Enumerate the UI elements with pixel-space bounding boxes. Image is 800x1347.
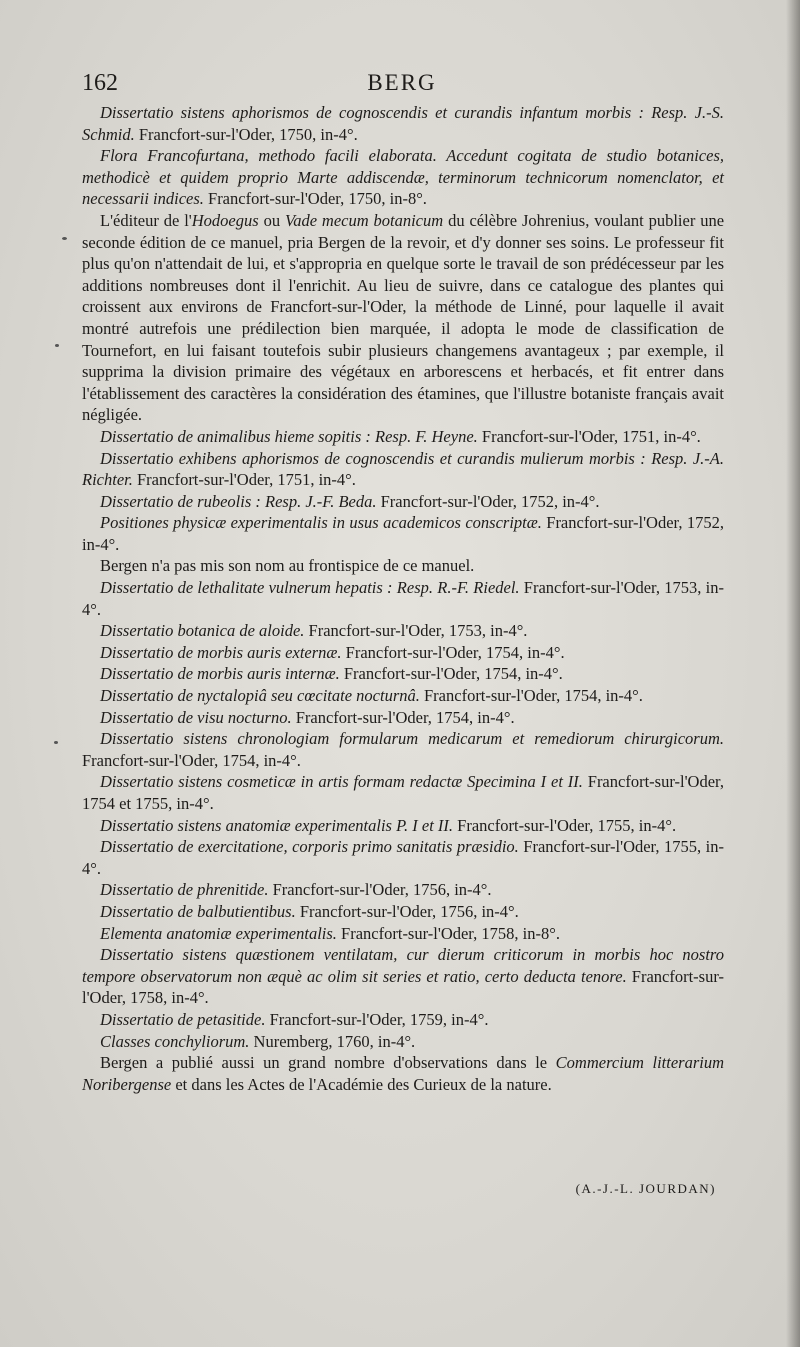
bibliography-entry: [82, 836, 724, 879]
entry-text: L'éditeur de l': [100, 210, 192, 230]
bibliography-entry: [82, 707, 724, 729]
entry-imprint: Francfort-sur-l'Oder, 1754 et 1755, in-4°.: [82, 772, 724, 813]
entry-title: Dissertatio de morbis auris externæ.: [100, 642, 342, 662]
bibliography-entry: [82, 923, 724, 945]
entry-imprint: Francfort-sur-l'Oder, 1753, in-4°.: [304, 621, 528, 641]
entry-imprint: Francfort-sur-l'Oder, 1754, in-4°.: [419, 686, 643, 706]
bibliography-entry: [82, 145, 724, 210]
entry-imprint: Francfort-sur-l'Oder, 1754, in-4°.: [339, 664, 563, 684]
entry-imprint: Francfort-sur-l'Oder, 1756, in-4°.: [295, 901, 519, 921]
entry-title: Dissertatio de phrenitide.: [100, 880, 269, 900]
bibliography-entry: [82, 620, 724, 642]
author-signature: (A.-J.-L. JOURDAN): [575, 1181, 716, 1196]
entry-title: Classes conchyliorum.: [100, 1031, 250, 1051]
entry-imprint: Nuremberg, 1760, in-4°.: [249, 1031, 416, 1051]
bibliography-entry: [82, 728, 724, 771]
bibliography-entry: [82, 1031, 724, 1053]
entry-imprint: Francfort-sur-l'Oder, 1756, in-4°.: [268, 880, 492, 900]
bibliography-entry: [82, 901, 724, 923]
bibliography-entry: [82, 555, 724, 577]
entry-title: Dissertatio sistens cosmeticæ in artis formam redactæ Specimina I et II.: [100, 772, 583, 792]
entry-title: Dissertatio sistens anatomiæ experimentalis P. I et II.: [100, 815, 454, 835]
entry-title: Dissertatio botanica de aloide.: [100, 621, 305, 641]
entry-title: Dissertatio sistens chronologiam formularum medicarum et remediorum chirurgicorum.: [100, 729, 724, 749]
bibliography-entry: [82, 512, 724, 555]
entry-imprint: Francfort-sur-l'Oder, 1758, in-8°.: [336, 923, 560, 943]
bibliography-text: [82, 102, 724, 1095]
entry-imprint: Francfort-sur-l'Oder, 1755, in-4°.: [453, 815, 677, 835]
entry-title: Commercium litterarium Noribergense: [82, 1053, 724, 1094]
bibliography-entry: [82, 102, 724, 145]
entry-imprint: Bergen n'a pas mis son nom au frontispice de ce manuel.: [100, 556, 475, 576]
bibliography-entry: [82, 663, 724, 685]
entry-imprint: Francfort-sur-l'Oder, 1752, in-4°.: [376, 491, 600, 511]
page-number: 162: [82, 70, 118, 96]
entry-imprint: et dans les Actes de l'Académie des Curieux de la nature.: [171, 1074, 552, 1094]
bibliography-entry: [82, 1052, 724, 1095]
entry-text: Bergen a publié aussi un grand nombre d'observations dans le: [100, 1053, 556, 1073]
entry-title: Dissertatio de visu nocturno.: [100, 707, 292, 727]
entry-imprint: Francfort-sur-l'Oder, 1754, in-4°.: [291, 707, 515, 727]
entry-title: Dissertatio sistens aphorismos de cognoscendis et curandis infantum morbis : Resp. J.-S. Schmid.: [82, 103, 724, 144]
bibliography-entry: [82, 685, 724, 707]
entry-title: Vade mecum botanicum: [284, 210, 444, 230]
bibliography-entry: [82, 815, 724, 837]
entry-imprint: Francfort-sur-l'Oder, 1751, in-4°.: [132, 470, 356, 490]
ink-speck: [55, 344, 59, 347]
entry-title: Dissertatio de lethalitate vulnerum hepatis : Resp. R.-F. Riedel.: [100, 578, 520, 598]
page-header: [82, 68, 722, 102]
entry-imprint: Francfort-sur-l'Oder, 1752, in-4°.: [82, 513, 724, 554]
entry-imprint: Francfort-sur-l'Oder, 1751, in-4°.: [477, 426, 701, 446]
page-edge-shadow: [786, 0, 800, 1347]
entry-title: Dissertatio exhibens aphorismos de cognoscendis et curandis mulierum morbis : Resp. J.-A. Richter.: [82, 448, 724, 490]
entry-title: Dissertatio sistens quæstionem ventilatam, cur dierum criticorum in morbis hoc nostro tempore observatorum non æquè ac olim sit series et ratio, certo deducta tenore.: [82, 945, 724, 986]
entry-imprint: Francfort-sur-l'Oder, 1754, in-4°.: [82, 750, 301, 770]
entry-imprint: Francfort-sur-l'Oder, 1755, in-4°.: [82, 837, 724, 878]
entry-imprint: Francfort-sur-l'Oder, 1750, in-4°.: [134, 124, 358, 144]
entry-imprint: Francfort-sur-l'Oder, 1754, in-4°.: [341, 642, 565, 662]
entry-title: Dissertatio de nyctalopiâ seu cœcitate nocturnâ.: [100, 686, 420, 706]
entry-title: Positiones physicæ experimentalis in usus academicos conscriptæ.: [100, 513, 542, 533]
ink-speck: [54, 741, 58, 744]
running-head: BERG: [367, 70, 437, 95]
entry-imprint: Francfort-sur-l'Oder, 1759, in-4°.: [265, 1009, 489, 1029]
entry-title: Dissertatio de rubeolis : Resp. J.-F. Beda.: [100, 491, 377, 511]
entry-title: Dissertatio de exercitatione, corporis primo sanitatis præsidio.: [100, 837, 519, 857]
bibliography-entry: [82, 491, 724, 513]
bibliography-entry: [82, 426, 724, 448]
entry-text: ou: [258, 210, 285, 230]
entry-title: Dissertatio de morbis auris internæ.: [100, 664, 340, 684]
entry-title: Hodoegus: [191, 210, 259, 230]
entry-title: Dissertatio de balbutientibus.: [100, 901, 296, 921]
entry-title: Dissertatio de petasitide.: [100, 1009, 266, 1029]
entry-title: Dissertatio de animalibus hieme sopitis : Resp. F. Heyne.: [100, 426, 478, 446]
bibliography-entry: [82, 577, 724, 620]
bibliography-entry: [82, 1009, 724, 1031]
bibliography-entry: [82, 642, 724, 664]
bibliography-entry: [82, 771, 724, 814]
bibliography-entry: [82, 448, 724, 491]
bibliography-entry: [82, 944, 724, 1009]
entry-imprint: du célèbre Johrenius, voulant publier une seconde édition de ce manuel, pria Bergen de la revoir, et d'y donner ses soins. Le professeur fit plus qu'on n'attendait de lui, et s'appropria en quelque sorte le travail de son prédécesseur par les additions nombreuses dont il l'enrichit. Au lieu de suivre, dans ce catalogue des plantes qui croissent aux environs de Francfort-sur-l'Oder, la méthode de Linné, pour laquelle il avait montré autrefois une prédilection bien marquée, il adopta le mode de classification de Tournefort, en lui faisant toutefois subir plusieurs changemens avantageux ; par exemple, il supprima la division primaire des végétaux en arborescens et herbacés, et fit entrer dans l'établissement des caractères la considération des étamines, que l'illustre botaniste français avait négligée.: [82, 210, 725, 425]
ink-speck: [62, 237, 67, 240]
entry-title: Flora Francofurtana, methodo facili elaborata. Accedunt cogitata de studio botanices, methodicè et quidem proprio Marte addiscendæ, terminorum technicorum nomenclator, et necessarii indices.: [82, 146, 724, 209]
entry-imprint: Francfort-sur-l'Oder, 1753, in-4°.: [82, 578, 724, 619]
entry-title: Elementa anatomiæ experimentalis.: [100, 923, 337, 943]
entry-imprint: Francfort-sur-l'Oder, 1758, in-4°.: [82, 966, 725, 1008]
entry-imprint: Francfort-sur-l'Oder, 1750, in-8°.: [203, 189, 427, 209]
bibliography-entry: [82, 879, 724, 901]
bibliography-entry: [82, 210, 724, 426]
